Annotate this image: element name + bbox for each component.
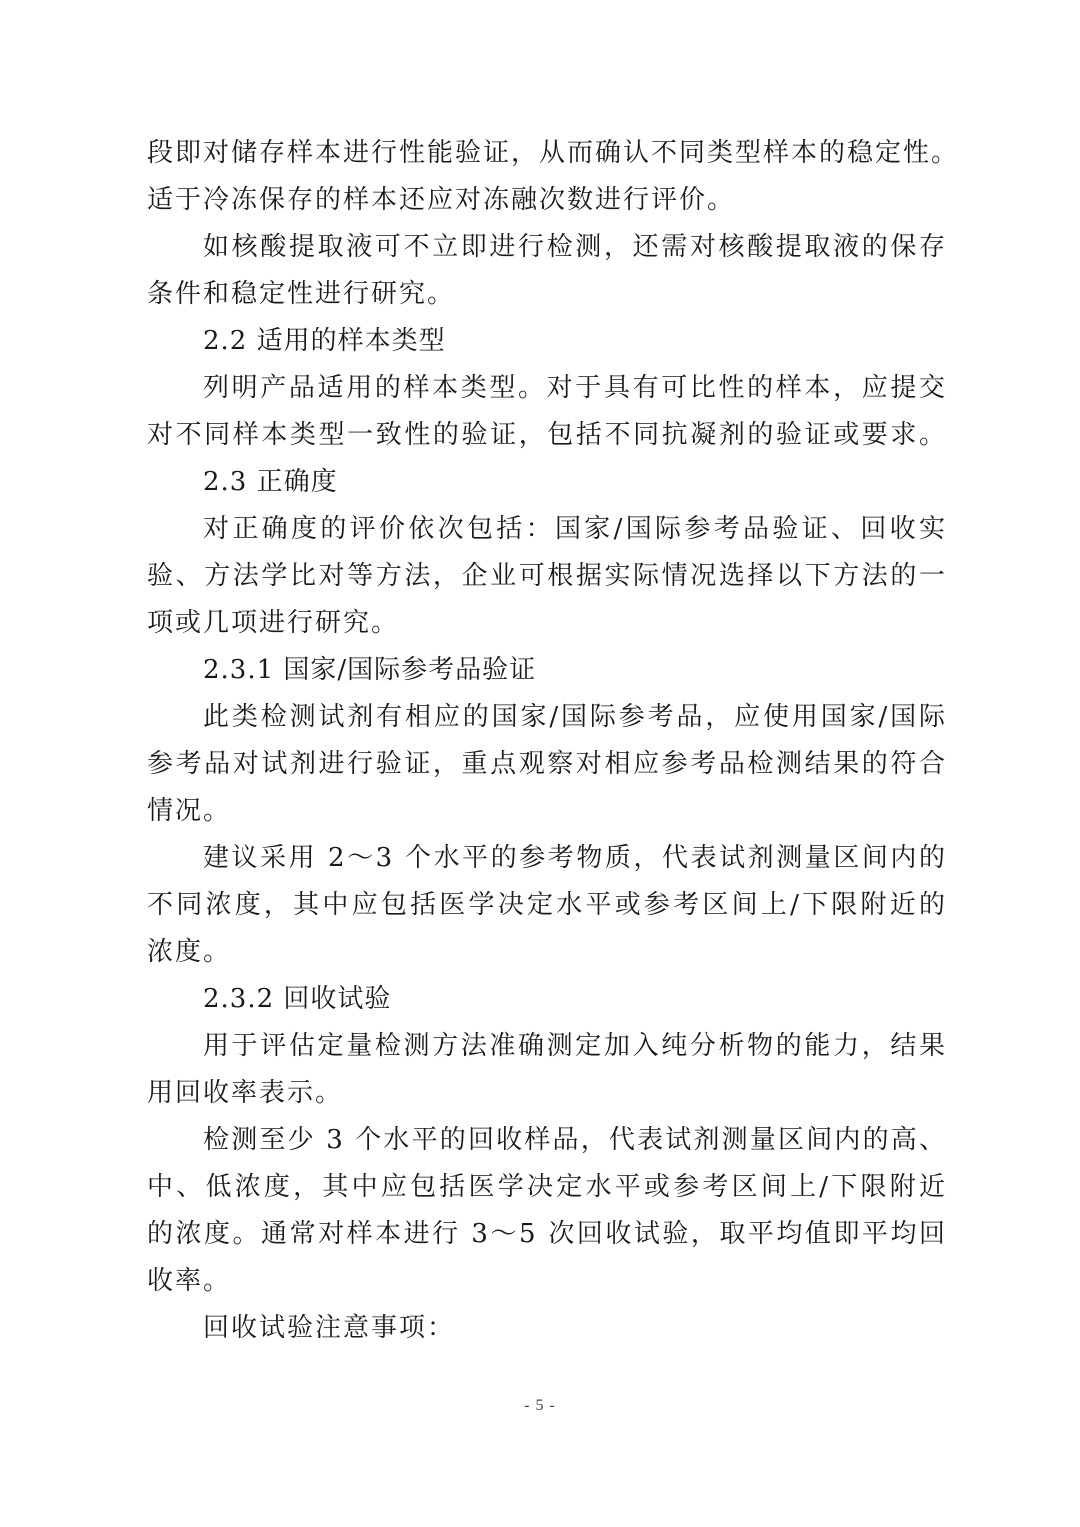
text-line: 对不同样本类型一致性的验证，包括不同抗凝剂的验证或要求。	[147, 420, 947, 450]
text-line: 如核酸提取液可不立即进行检测，还需对核酸提取液的保存	[203, 232, 947, 262]
text-line: 检测至少 3 个水平的回收样品，代表试剂测量区间内的高、	[203, 1125, 947, 1155]
text-line: 用回收率表示。	[147, 1078, 344, 1108]
page-number: - 5 -	[524, 1397, 556, 1414]
text-line: 条件和稳定性进行研究。	[147, 279, 456, 309]
text-line: 项或几项进行研究。	[147, 608, 400, 638]
text-line: 适于冷冻保存的样本还应对冻融次数进行评价。	[147, 185, 736, 215]
section-heading: 2.3.1 国家/国际参考品验证	[203, 655, 537, 685]
text-line: 用于评估定量检测方法准确测定加入纯分析物的能力，结果	[203, 1031, 947, 1061]
text-line: 参考品对试剂进行验证，重点观察对相应参考品检测结果的符合	[147, 749, 947, 779]
text-line: 中、低浓度，其中应包括医学决定水平或参考区间上/下限附近	[147, 1172, 947, 1202]
section-heading: 2.3 正确度	[203, 467, 338, 497]
text-line: 对正确度的评价依次包括：国家/国际参考品验证、回收实	[203, 514, 947, 544]
text-line: 段即对储存样本进行性能验证，从而确认不同类型样本的稳定性。	[147, 138, 960, 168]
text-line: 回收试验注意事项：	[203, 1313, 456, 1343]
text-line: 的浓度。通常对样本进行 3～5 次回收试验，取平均值即平均回	[147, 1219, 947, 1249]
text-line: 情况。	[147, 796, 232, 826]
text-line: 此类检测试剂有相应的国家/国际参考品，应使用国家/国际	[203, 702, 947, 732]
text-line: 列明产品适用的样本类型。对于具有可比性的样本，应提交	[203, 373, 947, 403]
text-line: 不同浓度，其中应包括医学决定水平或参考区间上/下限附近的	[147, 890, 947, 920]
section-heading: 2.2 适用的样本类型	[203, 326, 446, 356]
text-line: 建议采用 2～3 个水平的参考物质，代表试剂测量区间内的	[203, 843, 947, 873]
text-line: 收率。	[147, 1266, 232, 1296]
section-heading: 2.3.2 回收试验	[203, 984, 392, 1014]
text-line: 验、方法学比对等方法，企业可根据实际情况选择以下方法的一	[147, 561, 947, 591]
text-line: 浓度。	[147, 937, 232, 967]
page-body	[147, 130, 960, 1352]
